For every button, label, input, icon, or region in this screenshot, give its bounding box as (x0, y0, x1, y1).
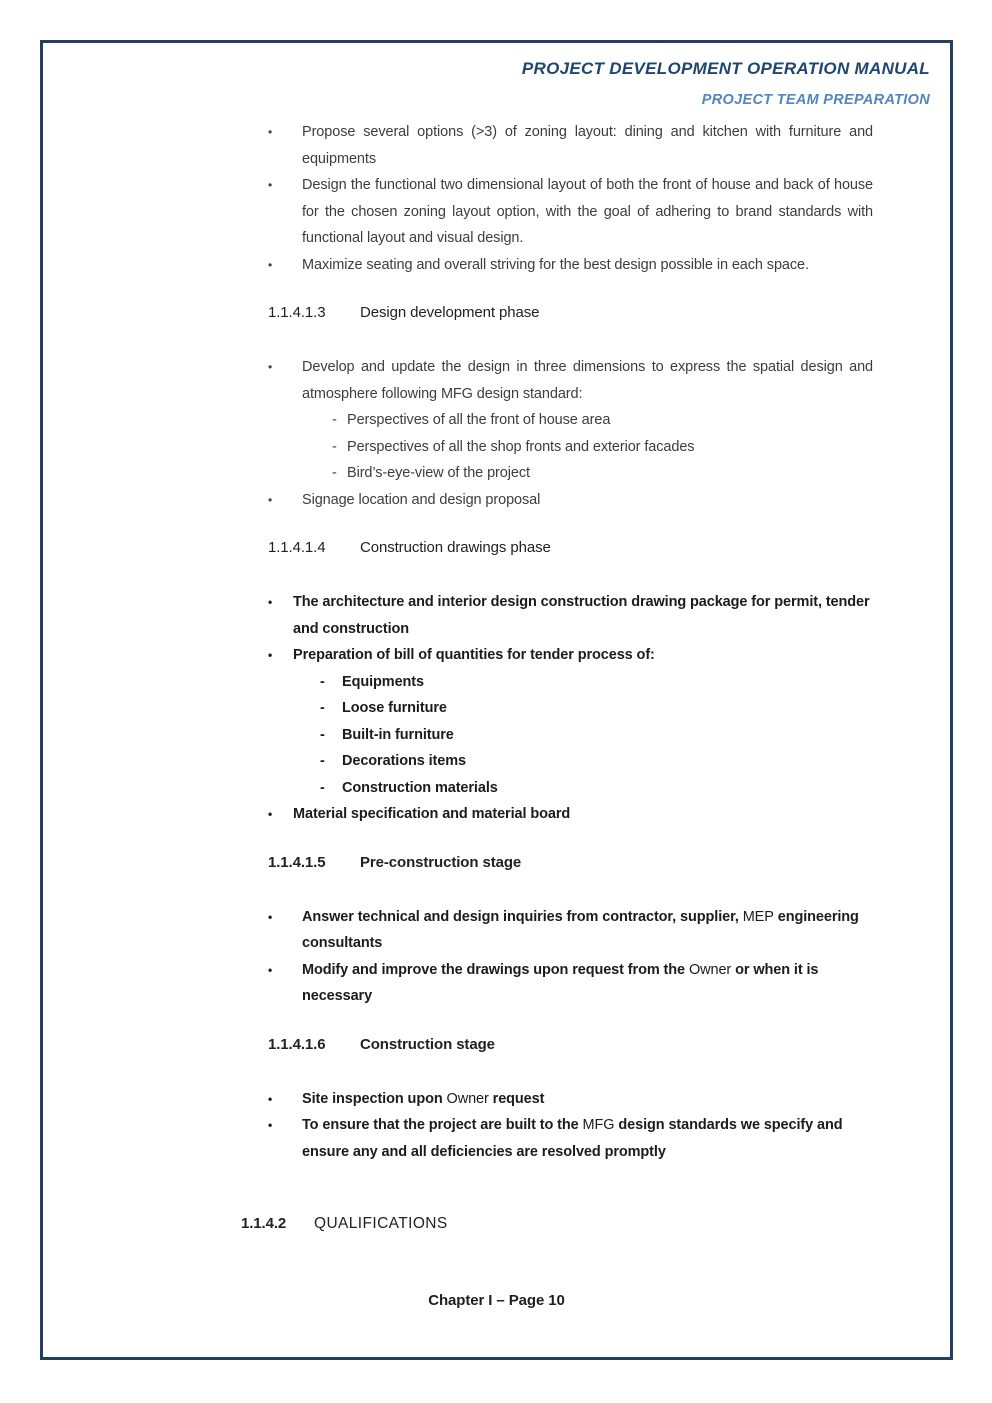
bullet-body (302, 1086, 873, 1113)
text-run: Maximize seating and overall striving for the best design possible in each space. (302, 256, 809, 273)
bullet-body (302, 119, 873, 172)
heading-number: 1.1.4.1.5 (268, 853, 326, 871)
bullet-icon: • (268, 648, 273, 662)
bullet-list (268, 589, 873, 828)
sub-item (332, 407, 873, 434)
bullet-text (293, 642, 873, 669)
bullet-text (302, 904, 873, 957)
light-text-run: MFG (582, 1117, 615, 1133)
heading-number: 1.1.4.1.6 (268, 1035, 326, 1053)
light-text-run: MEP (742, 908, 774, 925)
bullet-body (302, 354, 873, 487)
bullet-list (268, 904, 873, 1010)
bullet-item (268, 1112, 873, 1165)
light-text-run: Owner (688, 961, 732, 978)
sub-text: Equipments (342, 673, 424, 690)
bullet-item (268, 172, 873, 252)
bullet-list (268, 119, 873, 278)
bullet-icon: • (268, 1118, 273, 1132)
bullet-text (302, 487, 873, 514)
sub-item (332, 460, 873, 487)
text-run: design standards we specify and ensure any and all deficiencies are resolved promptly (302, 1117, 843, 1160)
bullet-list (268, 354, 873, 513)
bullet-text (302, 252, 873, 279)
section-heading (268, 303, 873, 323)
bullet-icon: • (268, 595, 273, 609)
bullet-item (268, 904, 873, 957)
text-run: request (488, 1090, 545, 1107)
section-heading (268, 1035, 873, 1055)
sub-text: Bird’s-eye-view of the project (347, 465, 530, 481)
text-run: Propose several options (>3) of zoning layout: dining and kitchen with furniture and equipments (302, 124, 873, 167)
sub-list (320, 669, 873, 802)
bullet-body (302, 1112, 873, 1165)
bullet-text (302, 1112, 873, 1165)
text-run: Signage location and design proposal (302, 491, 541, 508)
header-title: PROJECT DEVELOPMENT OPERATION MANUAL (521, 59, 930, 78)
bullet-item (268, 252, 873, 279)
sub-text: Perspectives of all the shop fronts and exterior facades (347, 438, 695, 455)
sub-text: Loose furniture (342, 700, 447, 716)
section-heading (268, 538, 873, 558)
light-text-run: Owner (446, 1090, 489, 1107)
bullet-icon: • (268, 962, 273, 977)
bullet-body (302, 957, 873, 1010)
bullet-item (268, 589, 873, 642)
bullet-text (293, 589, 873, 642)
bullet-body (293, 642, 873, 801)
bullet-icon: • (268, 178, 273, 192)
text-run: To ensure that the project are built to the (302, 1117, 583, 1133)
bullet-icon: • (268, 492, 273, 507)
text-run: Design the functional two dimensional layout of both the front of house and back of house for the chosen zoning layout option, with the goal of adhering to brand standards with functional layout and visual design. (302, 177, 873, 246)
dash-icon: - (320, 779, 325, 796)
bullet-icon: • (268, 807, 273, 821)
bullet-body (302, 904, 873, 957)
sub-text: Built-in furniture (342, 726, 454, 743)
header-subtitle: PROJECT TEAM PREPARATION (701, 92, 930, 108)
bullet-text (302, 119, 873, 172)
bullet-item (268, 354, 873, 487)
sub-item (320, 722, 873, 749)
heading-number: 1.1.4.1.3 (268, 304, 326, 321)
text-run: The architecture and interior design construction drawing package for permit, tender and construction (293, 594, 870, 637)
section-heading (241, 1214, 873, 1234)
section-heading (268, 853, 873, 873)
bullet-item (268, 801, 873, 828)
heading-title: Construction stage (360, 1035, 495, 1053)
heading-title: Pre-construction stage (360, 853, 522, 871)
bullet-text (302, 354, 873, 407)
dash-icon: - (332, 465, 337, 481)
text-run: Develop and update the design in three dimensions to express the spatial design and atmosphere following MFG design standard: (302, 359, 873, 402)
dash-icon: - (320, 673, 325, 690)
sub-text: Perspectives of all the front of house area (347, 412, 611, 428)
sub-list (332, 407, 873, 487)
bullet-text (302, 172, 873, 252)
bullet-icon: • (268, 360, 273, 374)
bullet-icon: • (268, 125, 273, 139)
bullet-body (302, 487, 873, 514)
text-run: Site inspection upon (302, 1090, 447, 1107)
bullet-list (268, 1086, 873, 1166)
bullet-item (268, 487, 873, 514)
sub-item (332, 434, 873, 461)
bullet-body (293, 589, 873, 642)
bullet-text (293, 801, 873, 828)
document-body (241, 119, 873, 1234)
dash-icon: - (320, 726, 325, 743)
bullet-body (302, 252, 873, 279)
bullet-icon: • (268, 909, 273, 924)
bullet-item (268, 642, 873, 801)
heading-title: Design development phase (360, 304, 540, 321)
text-run: engineering consultants (302, 908, 859, 951)
bullet-text (302, 1086, 873, 1113)
text-run: Material specification and material board (293, 806, 571, 822)
bullet-text (302, 957, 873, 1010)
dash-icon: - (332, 438, 337, 455)
heading-number: 1.1.4.2 (241, 1215, 287, 1232)
heading-title: QUALIFICATIONS (314, 1215, 448, 1232)
page-content (43, 43, 950, 1357)
bullet-icon: • (268, 1091, 273, 1106)
sub-item (320, 775, 873, 802)
text-run: Preparation of bill of quantities for tender process of: (293, 647, 655, 663)
bullet-item (268, 957, 873, 1010)
sub-text: Construction materials (342, 779, 498, 796)
bullet-item (268, 119, 873, 172)
sub-text: Decorations items (342, 753, 467, 769)
text-run: or when it is necessary (302, 961, 819, 1004)
bullet-item (268, 1086, 873, 1113)
page-border (40, 40, 953, 1360)
page-header (268, 59, 930, 108)
dash-icon: - (332, 412, 337, 428)
bullet-body (293, 801, 873, 828)
text-run: Answer technical and design inquiries from contractor, supplier, (302, 908, 743, 925)
heading-title: Construction drawings phase (360, 539, 551, 556)
heading-number: 1.1.4.1.4 (268, 539, 326, 556)
text-run: Modify and improve the drawings upon request from the (302, 961, 689, 978)
bullet-icon: • (268, 257, 273, 272)
sub-item (320, 695, 873, 722)
dash-icon: - (320, 700, 325, 716)
dash-icon: - (320, 753, 325, 769)
sub-item (320, 748, 873, 775)
bullet-body (302, 172, 873, 252)
sub-item (320, 669, 873, 696)
page-footer: Chapter I – Page 10 (428, 1292, 565, 1309)
